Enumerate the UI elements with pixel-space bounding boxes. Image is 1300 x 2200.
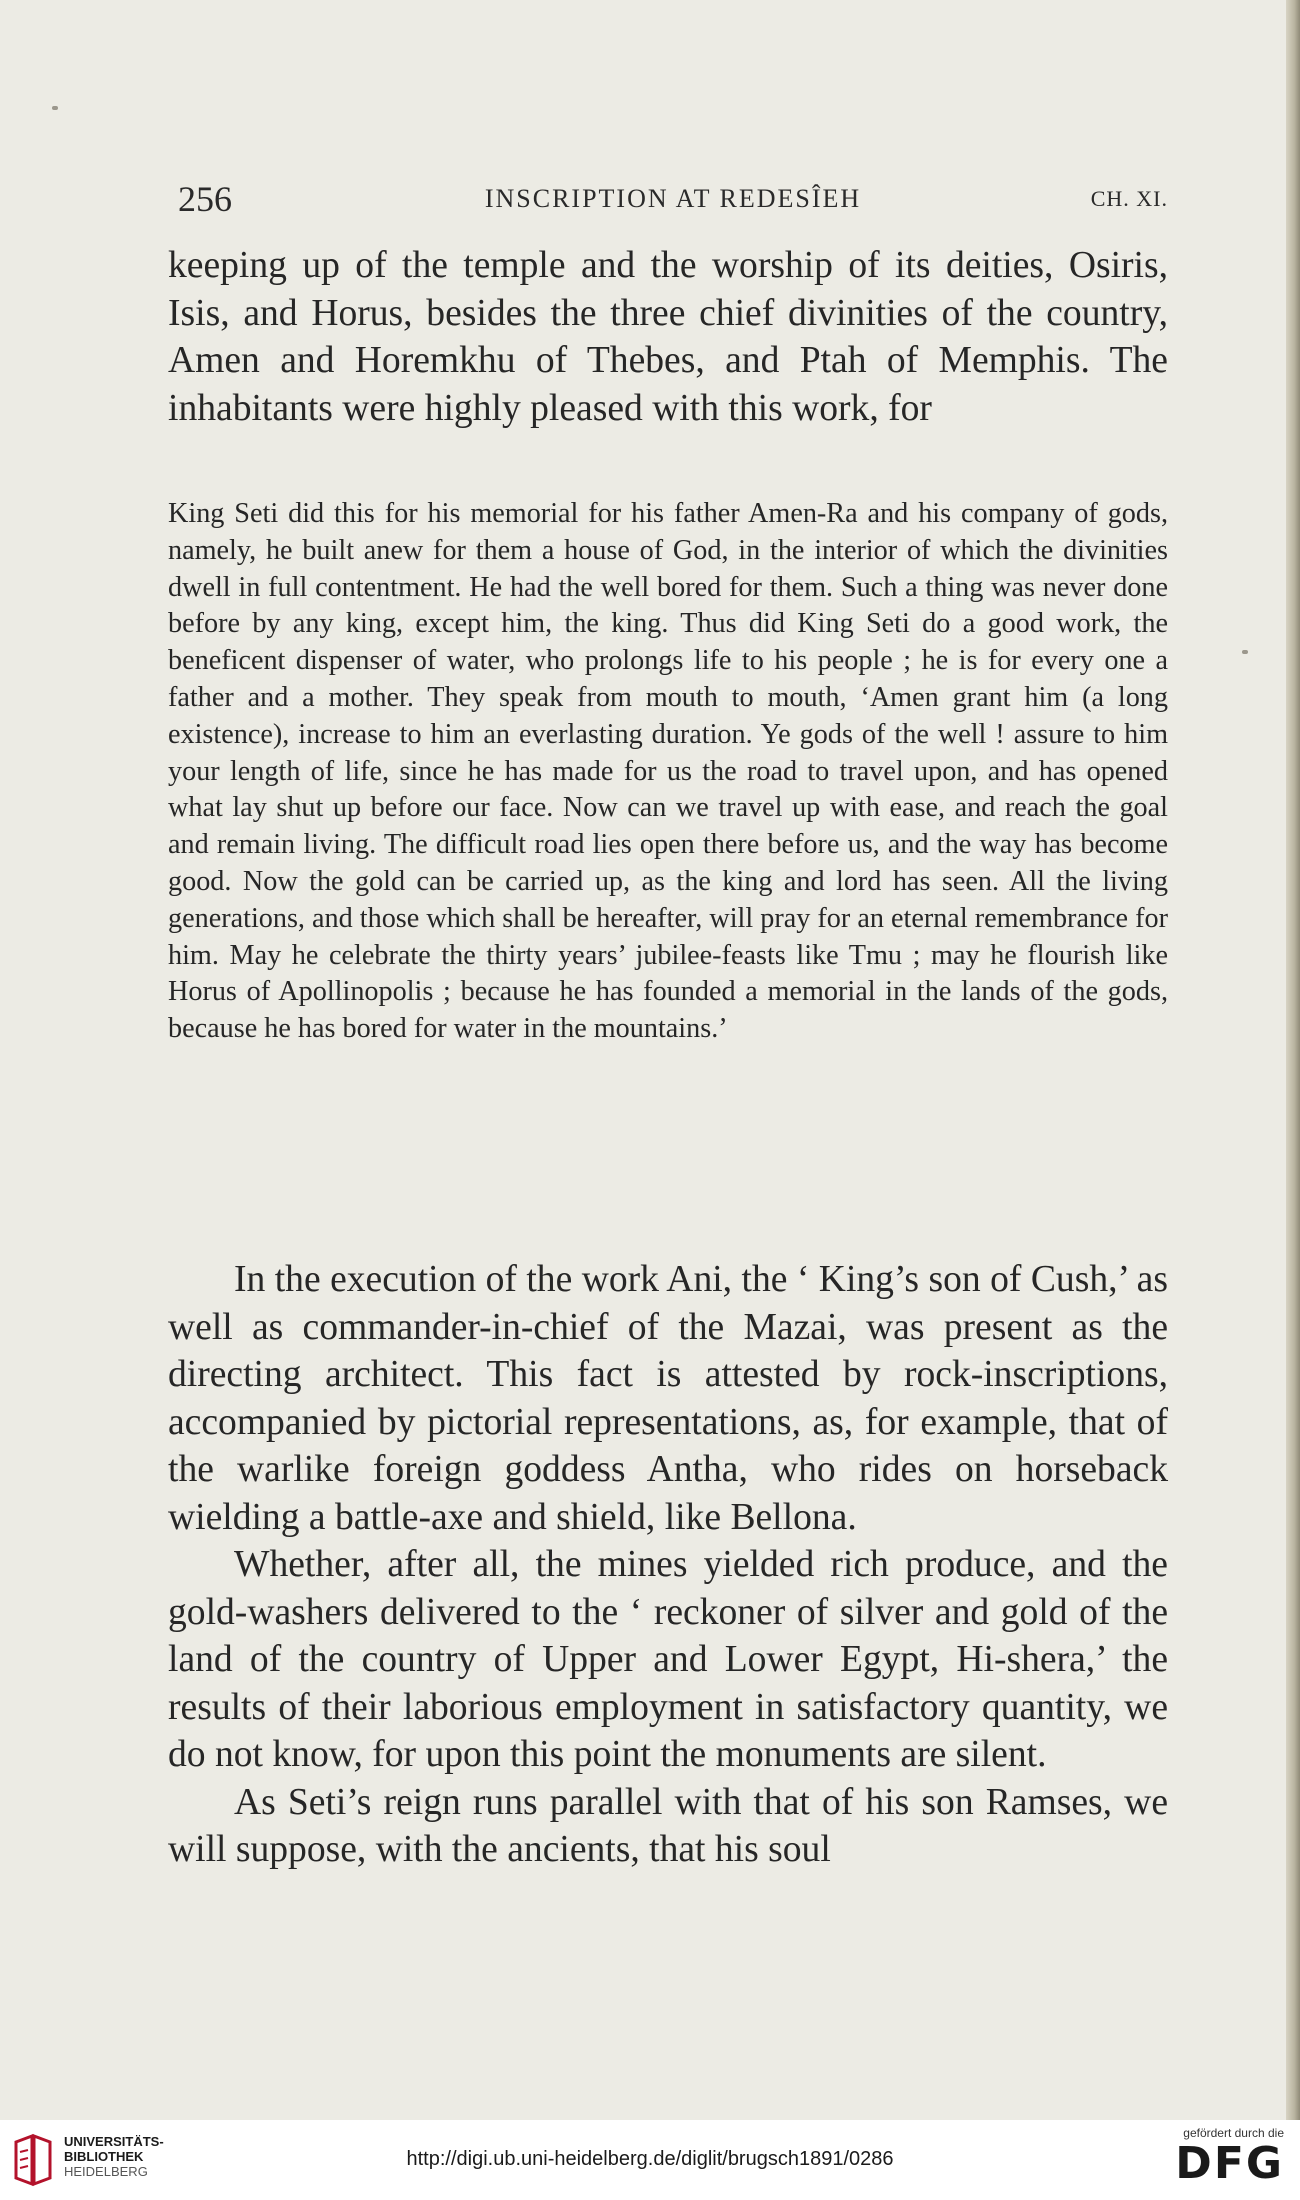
- library-name-line1: UNIVERSITÄTS-: [64, 2134, 164, 2149]
- scan-speck: [1242, 650, 1248, 654]
- library-name-line2: BIBLIOTHEK: [64, 2149, 144, 2164]
- text-block-top: [168, 242, 1168, 432]
- scan-speck: [52, 106, 58, 110]
- running-title: INSCRIPTION AT REDESÎEH: [484, 184, 862, 213]
- book-spine-edge: [1286, 0, 1300, 2120]
- page-header: [178, 178, 1168, 222]
- paragraph-2: In the execution of the work Ani, the ‘ King’s son of Cush,’ as well as commander-in-chief of the Mazai, was present as the directing architect. This fact is attested by rock-inscriptions, accompanied by pictorial representations, as, for example, that of the warlike foreign goddess Antha, who rides on horseback wielding a battle-axe and shield, like Bellona.: [168, 1259, 1168, 1538]
- funding-note: gefördert durch die: [1183, 2126, 1284, 2140]
- page-number: 256: [178, 179, 232, 219]
- chapter-label: CH. XI.: [1090, 186, 1168, 211]
- text-block-bottom: [168, 1256, 1168, 1874]
- library-name-line3: HEIDELBERG: [64, 2164, 148, 2179]
- dfg-logo-icon: DFG: [1175, 2138, 1284, 2189]
- inscription-quote: King Seti did this for his memorial for his father Amen-Ra and his company of gods, namely, he built anew for them a house of God, in the interior of which the divinities dwell in full contentment. He had the well bored for them. Such a thing was never done before by any king, except him, the king. Thus did King Seti do a good work, the beneficent dispenser of water, who prolongs life to his people ; he is for every one a father and a mother. They speak from mouth to mouth, ‘Amen grant him (a long existence), increase to him an everlasting duration. Ye gods of the well ! assure to him your length of life, since he has made for us the road to travel upon, and has opened what lay shut up before our face. Now can we travel up with ease, and reach the goal and remain living. The difficult road lies open there before us, and the way has become good. Now the gold can be carried up, as the king and lord has seen. All the living generations, and those which shall be hereafter, will pray for an eternal remembrance for him. May he celebrate the thirty years’ jubilee-feasts like Tmu ; may he flourish like Horus of Apollinopolis ; because he has founded a memorial in the lands of the gods, because he has bored for water in the mountains.’: [168, 498, 1168, 1045]
- dfg-funding[interactable]: [1154, 2126, 1284, 2192]
- paragraph-1: keeping up of the temple and the worship of its deities, Osiris, Isis, and Horus, besides the three chief divinities of the country, Amen and Horemkhu of Thebes, and Ptah of Memphis. The inhabitants were highly pleased with this work, for: [168, 245, 1168, 429]
- paragraph-4: As Seti’s reign runs parallel with that of his son Ramses, we will suppose, with the ancients, that his soul: [168, 1781, 1168, 1870]
- permalink-url[interactable]: http://digi.ub.uni-heidelberg.de/diglit/brugsch1891/0286: [406, 2148, 894, 2170]
- paragraph-3: Whether, after all, the mines yielded rich produce, and the gold-washers delivered to the ‘ reckoner of silver and gold of the land of the country of Upper and Lower Egypt, Hi-shera,’ the results of their laborious employment in satisfactory quantity, we do not know, for upon this point the monuments are silent.: [168, 1544, 1168, 1775]
